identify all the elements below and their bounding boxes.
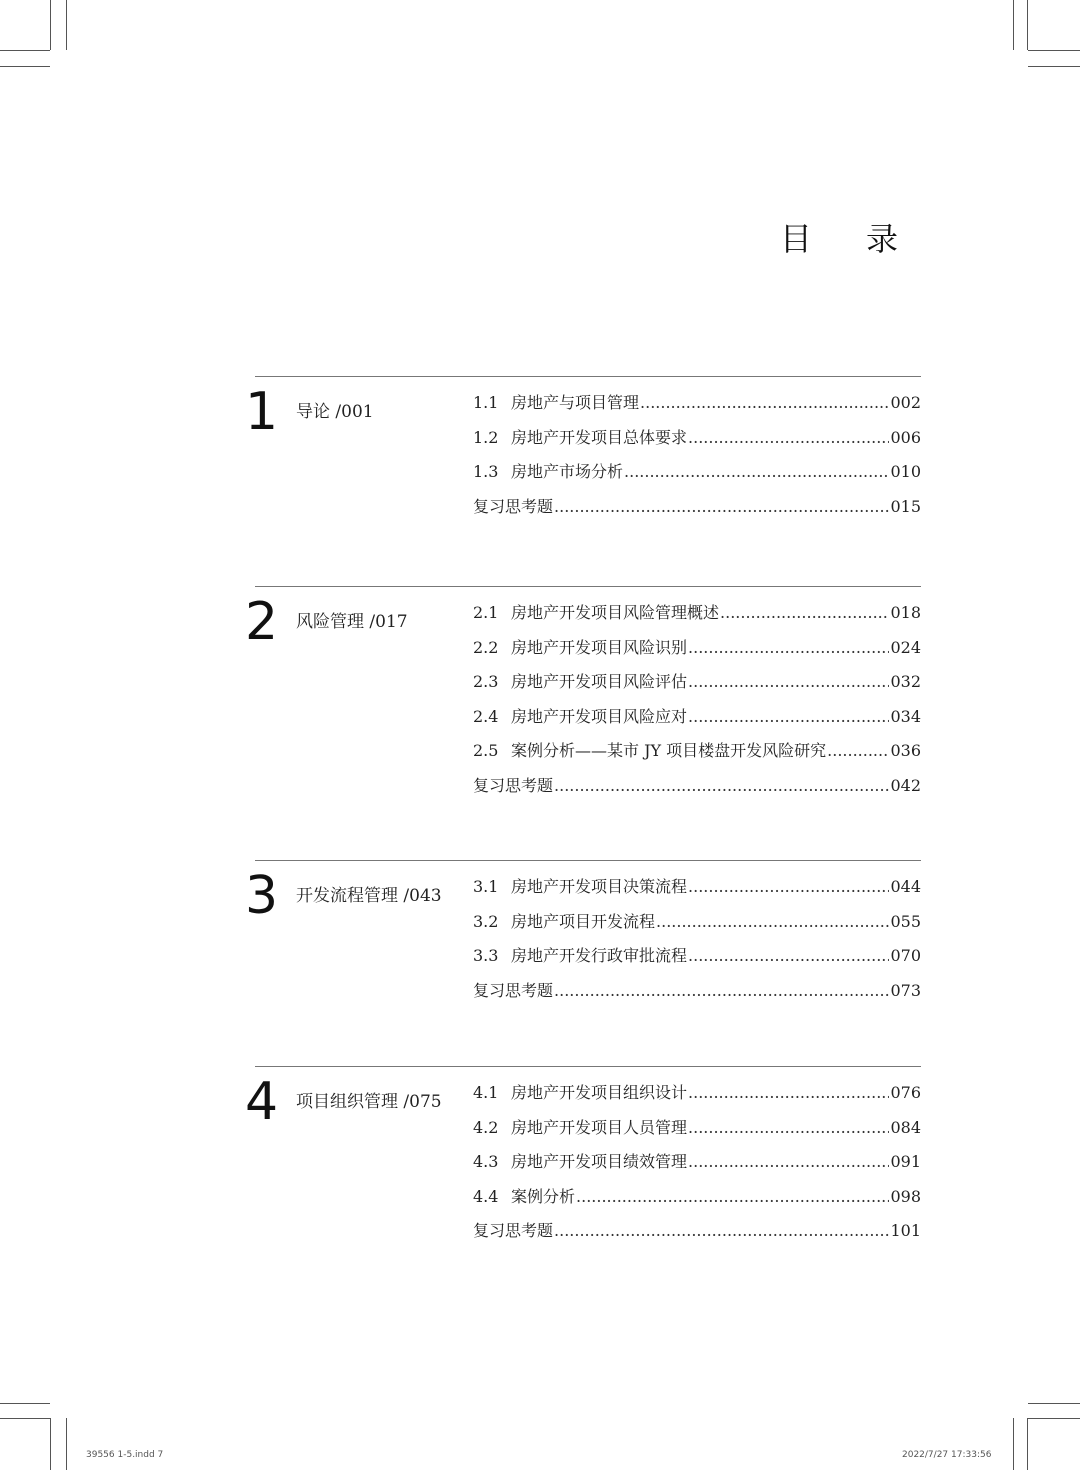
chapter-number: 2 [245, 592, 279, 652]
dot-leader [576, 1186, 889, 1208]
footer-timestamp: 2022/7/27 17:33:56 [902, 1450, 992, 1460]
chapter-title[interactable]: 风险管理 /017 [296, 612, 408, 632]
toc-entry[interactable] [473, 427, 921, 462]
entry-page-number: 042 [890, 775, 921, 795]
entry-page-number: 073 [890, 980, 921, 1000]
dot-leader [688, 945, 889, 967]
toc-entry[interactable] [473, 637, 921, 672]
chapter-number: 3 [245, 866, 279, 926]
entry-number: 2.3 [473, 672, 499, 691]
entry-page-number: 101 [890, 1221, 921, 1240]
toc-entry[interactable] [473, 740, 921, 775]
entry-number: 2.4 [473, 706, 499, 726]
entry-number: 1.1 [473, 393, 499, 412]
entry-title: 房地产开发项目人员管理 [511, 1117, 688, 1137]
entry-number: 3.3 [473, 946, 499, 965]
page-title: 目 录 [779, 220, 920, 258]
entry-title: 房地产开发项目组织设计 [511, 1083, 688, 1102]
entry-title: 房地产开发项目风险识别 [511, 637, 688, 657]
dot-leader [656, 911, 889, 933]
entry-page-number: 070 [890, 946, 921, 965]
toc-entry[interactable] [473, 602, 921, 637]
dot-leader [688, 637, 889, 659]
dot-leader [827, 740, 889, 762]
chapter-divider [255, 860, 921, 861]
chapter-divider [255, 376, 921, 377]
entry-number: 2.2 [473, 637, 499, 657]
entry-page-number: 091 [890, 1152, 921, 1171]
toc-entry[interactable] [473, 671, 921, 706]
dot-leader [688, 1117, 889, 1139]
entry-title: 复习思考题 [473, 980, 554, 1000]
entry-page-number: 036 [890, 741, 921, 760]
toc-entry[interactable] [473, 876, 921, 911]
entry-title: 房地产开发项目风险管理概述 [511, 603, 720, 622]
chapter-title[interactable]: 项目组织管理 /075 [296, 1092, 442, 1112]
dot-leader [688, 671, 889, 693]
entry-number: 4.1 [473, 1083, 499, 1102]
toc-entry[interactable] [473, 461, 921, 496]
toc-entry[interactable] [473, 706, 921, 741]
dot-leader [688, 427, 889, 449]
entry-title: 复习思考题 [473, 496, 554, 516]
entry-page-number: 006 [890, 427, 921, 447]
chapter-title[interactable]: 开发流程管理 /043 [296, 886, 442, 906]
chapter-divider [255, 586, 921, 587]
dot-leader [554, 496, 889, 518]
entry-title: 案例分析 [511, 1186, 576, 1206]
entry-number: 3.2 [473, 911, 499, 931]
entry-title: 房地产市场分析 [511, 462, 624, 481]
entry-title: 复习思考题 [473, 1221, 554, 1240]
dot-leader [554, 980, 889, 1002]
entry-page-number: 034 [890, 706, 921, 726]
entry-page-number: 015 [890, 496, 921, 516]
entry-page-number: 098 [890, 1186, 921, 1206]
toc-entry[interactable] [473, 496, 921, 531]
entry-number: 2.5 [473, 741, 499, 760]
entry-number: 2.1 [473, 603, 499, 622]
dot-leader [554, 775, 889, 797]
toc-entry[interactable] [473, 1151, 921, 1186]
toc-entry[interactable] [473, 392, 921, 427]
entry-title: 房地产开发项目风险应对 [511, 706, 688, 726]
entry-title: 房地产开发项目风险评估 [511, 672, 688, 691]
entry-list [473, 876, 921, 1014]
entry-page-number: 024 [890, 637, 921, 657]
entry-title: 复习思考题 [473, 775, 554, 795]
entry-number: 4.3 [473, 1152, 499, 1171]
entry-title: 房地产开发项目绩效管理 [511, 1152, 688, 1171]
entry-page-number: 084 [890, 1117, 921, 1137]
dot-leader [688, 876, 889, 898]
entry-page-number: 032 [890, 672, 921, 691]
entry-number: 1.3 [473, 462, 499, 481]
toc-entry[interactable] [473, 1220, 921, 1255]
dot-leader [720, 602, 889, 624]
entry-title: 房地产项目开发流程 [511, 911, 656, 931]
toc-entry[interactable] [473, 1186, 921, 1221]
entry-page-number: 002 [890, 393, 921, 412]
entry-title: 房地产开发行政审批流程 [511, 946, 688, 965]
toc-entry[interactable] [473, 1117, 921, 1152]
chapter-number: 1 [245, 382, 279, 442]
entry-list [473, 392, 921, 530]
entry-title: 房地产与项目管理 [511, 393, 640, 412]
footer-file-name: 39556 1-5.indd 7 [86, 1450, 164, 1460]
dot-leader [688, 1082, 889, 1104]
entry-page-number: 018 [890, 603, 921, 622]
entry-page-number: 044 [890, 877, 921, 896]
dot-leader [640, 392, 889, 414]
entry-number: 1.2 [473, 427, 499, 447]
dot-leader [688, 1151, 889, 1173]
entry-page-number: 076 [890, 1083, 921, 1102]
toc-entry[interactable] [473, 1082, 921, 1117]
entry-title: 房地产开发项目决策流程 [511, 877, 688, 896]
entry-list [473, 602, 921, 809]
toc-entry[interactable] [473, 945, 921, 980]
entry-number: 4.2 [473, 1117, 499, 1137]
toc-entry[interactable] [473, 775, 921, 810]
chapter-divider [255, 1066, 921, 1067]
entry-number: 3.1 [473, 877, 499, 896]
entry-page-number: 010 [890, 462, 921, 481]
entry-number: 4.4 [473, 1186, 499, 1206]
toc-entry[interactable] [473, 911, 921, 946]
entry-title: 房地产开发项目总体要求 [511, 427, 688, 447]
chapter-number: 4 [245, 1072, 279, 1132]
dot-leader [554, 1220, 889, 1242]
entry-list [473, 1082, 921, 1255]
toc-entry[interactable] [473, 980, 921, 1015]
chapter-title[interactable]: 导论 /001 [296, 402, 374, 422]
dot-leader [624, 461, 889, 483]
entry-title: 案例分析——某市 JY 项目楼盘开发风险研究 [511, 741, 827, 760]
entry-page-number: 055 [890, 911, 921, 931]
dot-leader [688, 706, 889, 728]
